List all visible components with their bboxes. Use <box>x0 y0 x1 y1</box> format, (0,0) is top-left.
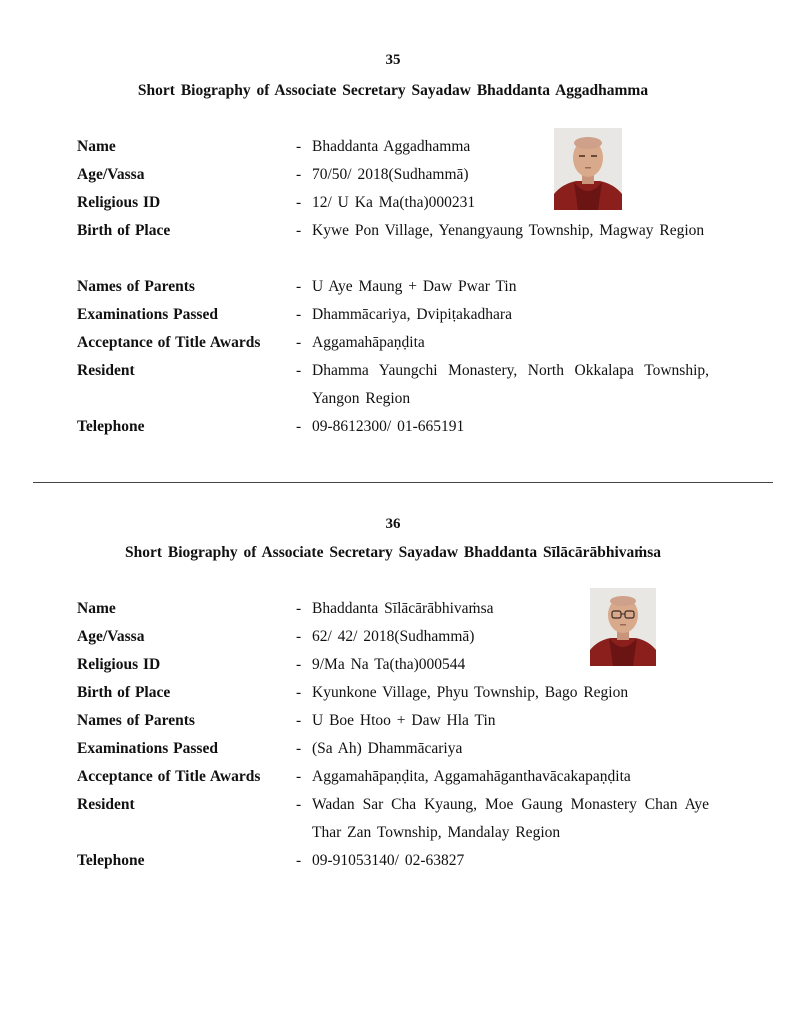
examinations-label: Examinations Passed <box>77 740 218 757</box>
separator-dash: - <box>296 684 302 701</box>
separator-dash: - <box>296 712 302 729</box>
religious-id-value: 9/Ma Na Ta(tha)000544 <box>312 656 466 673</box>
separator-dash: - <box>296 166 302 183</box>
separator-dash: - <box>296 278 302 295</box>
age-vassa-value: 70/50/ 2018(Sudhammā) <box>312 166 469 183</box>
telephone-label: Telephone <box>77 418 145 435</box>
separator-dash: - <box>296 362 302 379</box>
parents-label: Names of Parents <box>77 278 195 295</box>
section-number: 35 <box>385 52 401 68</box>
telephone-row <box>0 417 786 445</box>
separator-dash: - <box>296 628 302 645</box>
title-awards-value: Aggamahāpaṇḍita <box>312 334 425 351</box>
biography-heading: Short Biography of Associate Secretary Sayadaw Bhaddanta Sīlācārābhivaṁsa <box>124 544 661 561</box>
parents-row <box>0 711 786 739</box>
parents-value: U Boe Htoo + Daw Hla Tin <box>312 712 496 729</box>
separator-dash: - <box>296 222 302 239</box>
age-vassa-row <box>0 627 786 655</box>
name-value: Bhaddanta Sīlācārābhivaṁsa <box>312 600 494 617</box>
age-vassa-label: Age/Vassa <box>77 166 145 183</box>
resident-value: Wadan Sar Cha Kyaung, Moe Gaung Monastery Chan Aye Thar Zan Township, Mandalay Region <box>312 796 709 841</box>
birth-place-row <box>0 683 786 711</box>
separator-dash: - <box>296 852 302 869</box>
telephone-label: Telephone <box>77 852 145 869</box>
parents-value: U Aye Maung + Daw Pwar Tin <box>312 278 517 295</box>
name-row <box>0 599 786 627</box>
separator-dash: - <box>296 796 302 813</box>
separator-dash: - <box>296 334 302 351</box>
resident-row <box>0 795 786 841</box>
name-value: Bhaddanta Aggadhamma <box>312 138 471 155</box>
separator-dash: - <box>296 740 302 757</box>
birth-place-value: Kyunkone Village, Phyu Township, Bago Region <box>312 684 629 701</box>
birth-place-row <box>0 221 786 249</box>
separator-dash: - <box>296 418 302 435</box>
examinations-row <box>0 305 786 333</box>
age-vassa-value: 62/ 42/ 2018(Sudhammā) <box>312 628 475 645</box>
section-number: 36 <box>385 516 401 532</box>
name-label: Name <box>77 600 116 617</box>
biography-heading: Short Biography of Associate Secretary Sayadaw Bhaddanta Aggadhamma <box>137 82 649 99</box>
section-divider <box>33 482 773 483</box>
age-vassa-label: Age/Vassa <box>77 628 145 645</box>
religious-id-value: 12/ U Ka Ma(tha)000231 <box>312 194 476 211</box>
telephone-row <box>0 851 786 879</box>
separator-dash: - <box>296 194 302 211</box>
age-vassa-row <box>0 165 786 193</box>
parents-label: Names of Parents <box>77 712 195 729</box>
resident-row <box>0 361 786 407</box>
religious-id-row <box>0 655 786 683</box>
examinations-value: (Sa Ah) Dhammācariya <box>312 740 463 757</box>
resident-label: Resident <box>77 362 135 379</box>
title-awards-label: Acceptance of Title Awards <box>77 768 261 785</box>
title-awards-label: Acceptance of Title Awards <box>77 334 261 351</box>
title-awards-value: Aggamahāpaṇḍita, Aggamahāganthavācakapaṇḍita <box>312 768 631 785</box>
separator-dash: - <box>296 138 302 155</box>
birth-place-value: Kywe Pon Village, Yenangyaung Township, Magway Region <box>312 222 705 239</box>
birth-place-label: Birth of Place <box>77 222 171 239</box>
resident-value: Dhamma Yaungchi Monastery, North Okkalapa Township, Yangon Region <box>312 362 709 407</box>
parents-row <box>0 277 786 305</box>
birth-place-label: Birth of Place <box>77 684 171 701</box>
examinations-value: Dhammācariya, Dvipiṭakadhara <box>312 306 512 323</box>
name-label: Name <box>77 138 116 155</box>
religious-id-label: Religious ID <box>77 194 161 211</box>
separator-dash: - <box>296 600 302 617</box>
name-row <box>0 137 786 165</box>
separator-dash: - <box>296 306 302 323</box>
telephone-value: 09-91053140/ 02-63827 <box>312 852 465 869</box>
separator-dash: - <box>296 768 302 785</box>
resident-label: Resident <box>77 796 135 813</box>
telephone-value: 09-8612300/ 01-665191 <box>312 418 465 435</box>
examinations-row <box>0 739 786 767</box>
separator-dash: - <box>296 656 302 673</box>
religious-id-label: Religious ID <box>77 656 161 673</box>
examinations-label: Examinations Passed <box>77 306 218 323</box>
